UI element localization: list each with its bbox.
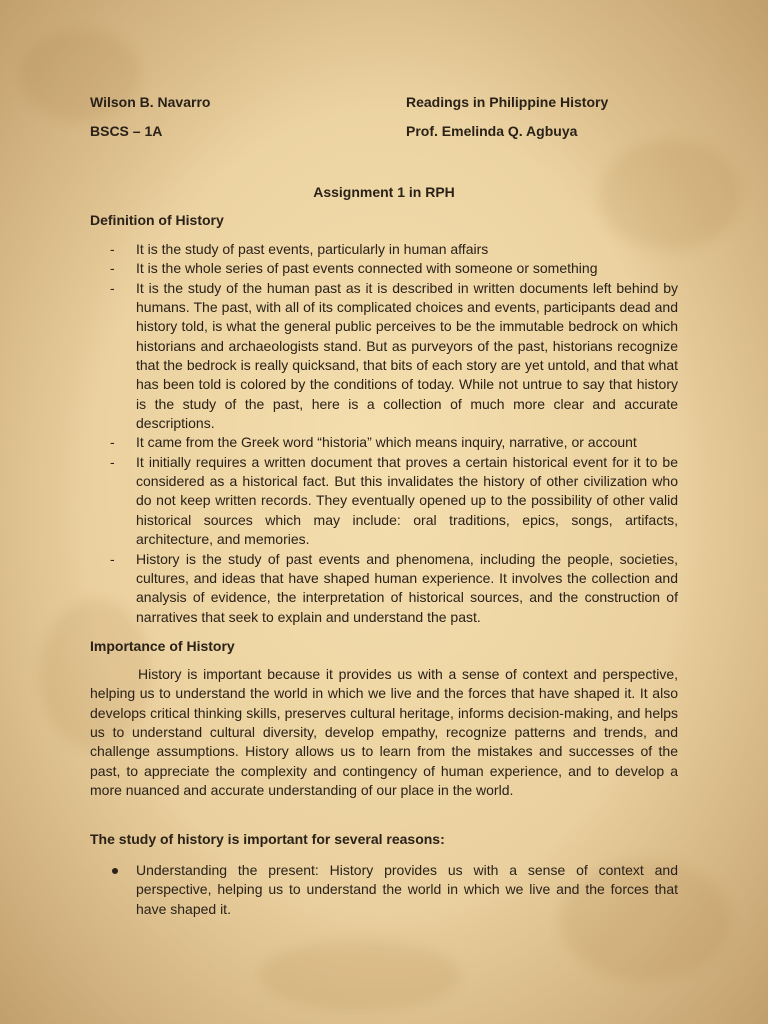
dash-marker: -	[110, 453, 115, 470]
dash-marker: -	[110, 550, 115, 567]
list-item-text: Understanding the present: History provides us with a sense of context and perspective, helping us to understand the world in which we live and the forces that have shaped it.	[136, 862, 678, 917]
list-item-text: It is the study of the human past as it is described in written documents left behind by humans. The past, with all of its complicated choices and events, participants dead and history told, is what the general public perceives to be the immutable bedrock on which historians and archaeologists stand. But as purveyors of the past, historians recognize that the bedrock is really quicksand, that bits of each story are yet untold, and that what has been told is colored by the conditions of today. While not untrue to say that history is the study of the past, here is a collection of much more clear and accurate descriptions.	[136, 279, 678, 432]
importance-paragraph: History is important because it provides us with a sense of context and perspective, helping us to understand the world in which we live and the forces that have shaped it. It also develops critical thinking skills, preserves cultural heritage, informs decision-making, and helps us to understand cultural diversity, develop empathy, recognize patterns and trends, and challenge assumptions. History allows us to learn from the mistakes and successes of the past, to appreciate the complexity and contingency of human experience, and to develop a more nuanced and accurate understanding of our place in the world.	[90, 666, 678, 799]
reasons-list	[110, 861, 678, 919]
definition-heading: Definition of History	[90, 212, 224, 228]
assignment-title: Assignment 1 in RPH	[313, 184, 455, 200]
list-item	[110, 433, 678, 452]
dash-marker: -	[110, 434, 115, 451]
list-item-text: It is the whole series of past events connected with someone or something	[136, 260, 598, 277]
section-label: BSCS – 1A	[90, 123, 163, 139]
list-item	[110, 259, 678, 278]
dash-marker: -	[110, 260, 115, 277]
list-item-text: It came from the Greek word “historia” which means inquiry, narrative, or account	[136, 434, 637, 451]
list-item-text: It initially requires a written document that proves a certain historical event for it to be considered as a historical fact. But this invalidates the history of other civilization who do not keep written records. They eventually opened up to the possibility of other valid historical sources which may include: oral traditions, epics, songs, artifacts, architecture, and memories.	[136, 453, 678, 548]
dash-marker: -	[110, 241, 115, 257]
professor-name: Prof. Emelinda Q. Agbuya	[406, 123, 578, 139]
list-item	[110, 240, 678, 259]
list-item	[110, 550, 678, 627]
reasons-heading: The study of history is important for several reasons:	[90, 831, 445, 847]
bullet-icon	[112, 868, 118, 874]
dash-marker: -	[110, 279, 115, 296]
author-name: Wilson B. Navarro	[90, 94, 211, 110]
list-item-text: History is the study of past events and phenomena, including the people, societies, cultures, and ideas that have shaped human experience. It involves the collection and analysis of evidence, the interpretation of historical sources, and the construction of narratives that seek to explain and understand the past.	[136, 550, 678, 625]
list-item	[110, 279, 678, 434]
importance-heading: Importance of History	[90, 638, 235, 654]
list-item	[110, 453, 678, 550]
course-title: Readings in Philippine History	[406, 94, 609, 110]
paper-stain	[260, 940, 460, 1010]
list-item	[110, 861, 678, 919]
list-item-text: It is the study of past events, particularly in human affairs	[136, 241, 489, 257]
definition-list	[110, 240, 678, 627]
